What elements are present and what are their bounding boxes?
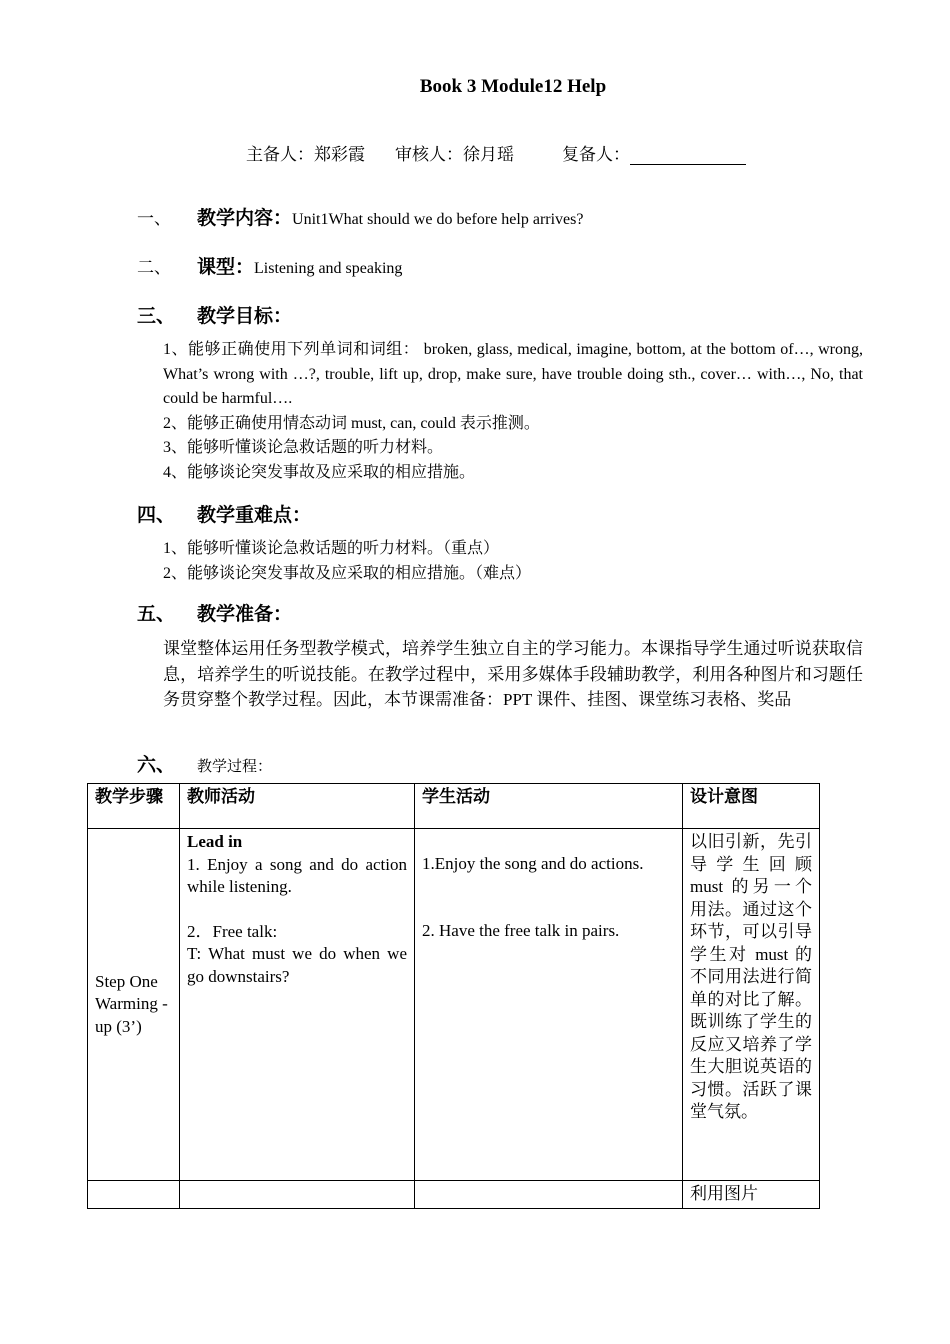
lead-in-label: Lead in [187,832,243,851]
preparer-name: 郑彩霞 [314,145,365,164]
teacher-item: T: What must we do when we go downstairs? [187,944,407,986]
section-number: 三、 [137,306,176,327]
objectives-list [163,338,863,485]
design-intent-text: 以旧引新，先引导学生回顾 must 的另一个用法。通过这个环节，可以引导学生对 must 的不同用法进行简单的对比了解。既训练了学生的反应又培养了学生大胆说英语的习惯。活跃了课堂气氛。 [690,832,812,1121]
key-points-list [163,537,863,586]
section-heading: 教学目标： [197,306,293,327]
process-table [87,783,820,1209]
teacher-activity-cell [180,1181,415,1209]
co-preparer-label: 复备人： [562,145,630,164]
reviewer-label: 审核人： [395,145,463,164]
section-process [137,750,272,777]
key-point-item: 1、能够听懂谈论急救话题的听力材料。（重点） [163,540,500,557]
key-point-item: 2、能够谈论突发事故及应采取的相应措施。（难点） [163,564,532,582]
section-objectives [137,301,292,328]
table-row [88,829,820,1181]
co-preparer-blank [630,146,746,165]
reviewer-name: 徐月瑶 [463,145,514,164]
section-key-points [137,500,311,527]
section-heading: 教学内容： [197,208,293,229]
teacher-activity-cell [180,829,415,1181]
section-text: Listening and speaking [254,260,403,277]
section-heading: 课型： [197,257,255,278]
step-cell [88,1181,180,1209]
table-header-row [88,784,820,829]
section-heading: 教学过程： [197,759,273,775]
teacher-item: 1. Enjoy a song and do action while listening. [187,854,407,896]
section-heading: 教学重难点： [197,505,312,526]
section-heading: 教学准备： [197,604,293,625]
objective-item: 4、能够谈论突发事故及应采取的相应措施。 [163,463,476,481]
header-step: 教学步骤 [88,784,180,829]
section-number: 五、 [137,604,176,625]
table-row [88,1181,820,1209]
student-activity-cell [415,829,683,1181]
student-activity-cell [415,1181,683,1209]
preparation-text [163,636,863,713]
header-intent: 设计意图 [683,784,820,829]
section-type [137,252,402,279]
section-preparation [137,599,292,626]
design-intent-cell: 利用图片 [683,1181,820,1209]
objective-item: 2、能够正确使用情态动词 must, can, could 表示推测。 [163,414,540,432]
section-number: 六、 [137,755,176,776]
section-number: 二、 [137,258,171,277]
section-number: 四、 [137,505,176,526]
byline [246,140,746,165]
document-title: Book 3 Module12 Help [419,76,607,97]
design-intent-cell [683,829,820,1181]
objective-item: 3、能够听懂谈论急救话题的听力材料。 [163,439,444,456]
section-content [137,203,583,230]
preparation-paragraph: 课堂整体运用任务型教学模式，培养学生独立自主的学习能力。本课指导学生通过听说获取信息，培养学生的听说技能。在教学过程中，采用多媒体手段辅助教学，利用各种图片和习题任务贯穿整个教学过程。因此，本节课需准备：PPT 课件、挂图、课堂练习表格、奖品 [163,639,863,709]
preparer-label: 主备人： [246,145,314,164]
teacher-item: 2．Free talk: [187,921,278,941]
header-student: 学生活动 [415,784,683,829]
header-teacher: 教师活动 [180,784,415,829]
section-text: Unit1What should we do before help arrives? [292,211,584,228]
student-item: 1.Enjoy the song and do actions. [422,854,644,873]
step-cell: Step One Warming -up (3’) [88,829,180,1181]
student-item: 2. Have the free talk in pairs. [422,920,620,940]
objective-item: 1、能够正确使用下列单词和词组： broken, glass, medical, imagine, bottom, at the bottom of…, wrong, What’s wrong with …?, trouble, lift up, drop, make sure, have trouble doing sth., cover… with…, No, that could be harmful…. [163,341,863,407]
section-number: 一、 [137,209,171,228]
